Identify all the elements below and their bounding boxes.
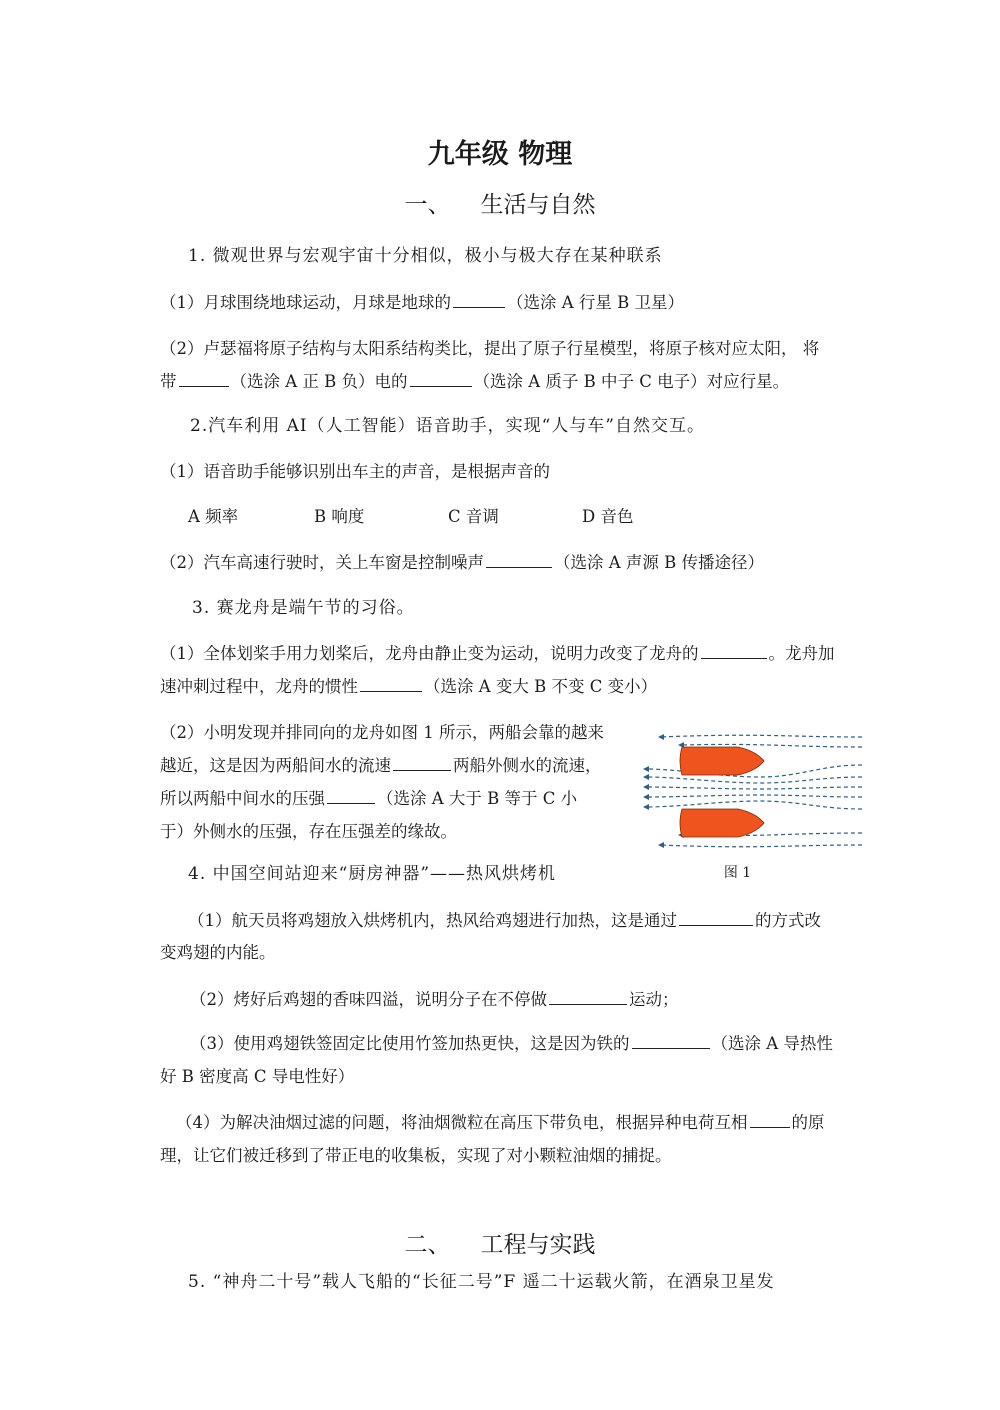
flow-line	[645, 787, 862, 789]
question-1-part-1	[160, 286, 860, 319]
answer-blank[interactable]	[327, 785, 375, 804]
flow-line	[645, 801, 862, 809]
question-4-part-1-line-1	[188, 904, 860, 937]
question-3-part-2-line-2	[160, 749, 630, 782]
question-4-part-3-line-1	[190, 1027, 860, 1060]
q4-p2-text-a: （2）烤好后鸡翅的香味四溢，说明分子在不停做	[190, 990, 547, 1009]
section-number: 一、	[404, 192, 451, 218]
q1-p1-text: （1）月球围绕地球运动，月球是地球的	[160, 293, 451, 312]
option-d[interactable]: D 音色	[582, 507, 634, 526]
answer-blank[interactable]	[179, 368, 229, 387]
answer-blank[interactable]	[632, 1030, 710, 1049]
answer-blank[interactable]	[679, 907, 753, 926]
section-name: 工程与实践	[480, 1232, 596, 1258]
question-4-part-3-line-2: 好 B 密度高 C 导电性好）	[160, 1067, 355, 1086]
q3-p2-text-d: （选涂 A 大于 B 等于 C 小	[377, 789, 578, 808]
q3-p2-text-a: 越近，这是因为两船间水的流速	[160, 756, 391, 775]
figure-1-boats	[640, 725, 865, 855]
question-2-heading: 2.汽车利用 AI（人工智能）语音助手，实现“人与车”自然交互。	[190, 416, 705, 436]
question-3-part-2-line-4: 于）外侧水的压强，存在压强差的缘故。	[160, 822, 457, 841]
answer-blank[interactable]	[393, 752, 451, 771]
section-number: 二、	[404, 1232, 451, 1258]
arrow-icon	[658, 734, 664, 740]
q3-p2-text-c: 所以两船中间水的压强	[160, 789, 325, 808]
question-3-part-1-line-1	[160, 637, 860, 670]
figure-caption: 图 1	[723, 865, 752, 881]
q4-p3-text-a: （3）使用鸡翅铁签固定比使用竹签加热更快，这是因为铁的	[190, 1034, 630, 1053]
q4-p1-text-b: 的方式改	[755, 911, 821, 930]
arrow-icon	[643, 774, 649, 780]
q1-p1-options: （选涂 A 行星 B 卫星）	[507, 293, 685, 312]
q2-p2-text: （2）汽车高速行驶时，关上车窗是控制噪声	[160, 553, 484, 572]
q4-p4-text-a: （4）为解决油烟过滤的问题，将油烟微粒在高压下带负电，根据异种电荷互相	[176, 1113, 748, 1132]
question-3-part-1-line-2	[160, 670, 860, 703]
arrow-icon	[643, 794, 649, 800]
question-2-options	[188, 500, 888, 533]
question-4-part-4-line-2: 理，让它们被迁移到了带正电的收集板，实现了对小颗粒油烟的捕捉。	[160, 1146, 672, 1165]
question-2-part-2	[160, 546, 860, 579]
answer-blank[interactable]	[360, 673, 422, 692]
q1-p2-text-a: 带	[160, 372, 177, 391]
section-name: 生活与自然	[480, 192, 596, 218]
option-b[interactable]: B 响度	[314, 507, 365, 526]
arrow-icon	[643, 766, 649, 772]
flow-line	[660, 735, 862, 737]
question-4-part-2	[190, 983, 890, 1016]
q2-p2-options: （选涂 A 声源 B 传播途径）	[554, 553, 765, 572]
boat-lower	[680, 809, 764, 837]
answer-blank[interactable]	[750, 1109, 790, 1128]
flow-line	[645, 777, 862, 783]
section-heading-1	[0, 186, 1000, 219]
answer-blank[interactable]	[549, 986, 627, 1005]
section-heading-2	[0, 1226, 1000, 1259]
question-3-part-2-line-3	[160, 782, 630, 815]
q3-p1-text-a: （1）全体划桨手用力划桨后，龙舟由静止变为运动，说明力改变了龙舟的	[160, 644, 699, 663]
question-2-part-1: （1）语音助手能够识别出车主的声音，是根据声音的	[160, 462, 550, 481]
question-4-part-4-line-1	[176, 1106, 860, 1139]
q3-p2-text-b: 两船外侧水的流速，	[453, 756, 602, 775]
answer-blank[interactable]	[486, 549, 552, 568]
q1-p2-text-b: （选涂 A 正 B 负）电的	[230, 372, 408, 391]
answer-blank[interactable]	[410, 368, 472, 387]
flow-arrowheads	[643, 734, 684, 848]
q4-p3-text-b: （选涂 A 导热性	[711, 1034, 833, 1053]
question-1-part-2-line-2	[160, 365, 860, 398]
q4-p1-text-a: （1）航天员将鸡翅放入烘烤机内，热风给鸡翅进行加热，这是通过	[188, 911, 677, 930]
question-1-heading: 1. 微观世界与宏观宇宙十分相似，极小与极大存在某种联系	[188, 246, 663, 266]
flow-line	[645, 795, 862, 797]
question-3-heading: 3. 赛龙舟是端午节的习俗。	[192, 598, 415, 618]
q1-p2-text-c: （选涂 A 质子 B 中子 C 电子）对应行星。	[473, 372, 790, 391]
q3-p1-text-c: 速冲刺过程中，龙舟的惯性	[160, 677, 358, 696]
question-1-part-2-line-1: （2）卢瑟福将原子结构与太阳系结构类比，提出了原子行星模型，将原子核对应太阳， 将	[160, 339, 820, 358]
arrow-icon	[643, 784, 649, 790]
option-c[interactable]: C 音调	[448, 507, 499, 526]
answer-blank[interactable]	[453, 289, 505, 308]
q4-p2-text-b: 运动；	[629, 990, 679, 1009]
page-title: 九年级 物理	[427, 139, 573, 170]
flow-line	[660, 845, 862, 847]
question-5-heading: 5. “神舟二十号”载人飞船的“长征二号”F 遥二十运载火箭，在酒泉卫星发	[188, 1272, 775, 1292]
option-a[interactable]: A 频率	[188, 507, 239, 526]
answer-blank[interactable]	[701, 640, 767, 659]
boat-upper	[680, 747, 764, 775]
question-4-heading: 4. 中国空间站迎来“厨房神器”——热风烘烤机	[188, 864, 557, 884]
question-4-part-1-line-2: 变鸡翅的内能。	[160, 943, 276, 962]
q4-p4-text-b: 的原	[791, 1113, 825, 1132]
q3-p1-text-b: 。龙舟加	[768, 644, 835, 663]
question-3-part-2-line-1: （2）小明发现并排同向的龙舟如图 1 所示，两船会靠的越来	[160, 723, 604, 742]
q3-p1-text-d: （选涂 A 变大 B 不变 C 变小）	[424, 677, 658, 696]
arrow-icon	[643, 804, 649, 810]
arrow-icon	[658, 842, 664, 848]
